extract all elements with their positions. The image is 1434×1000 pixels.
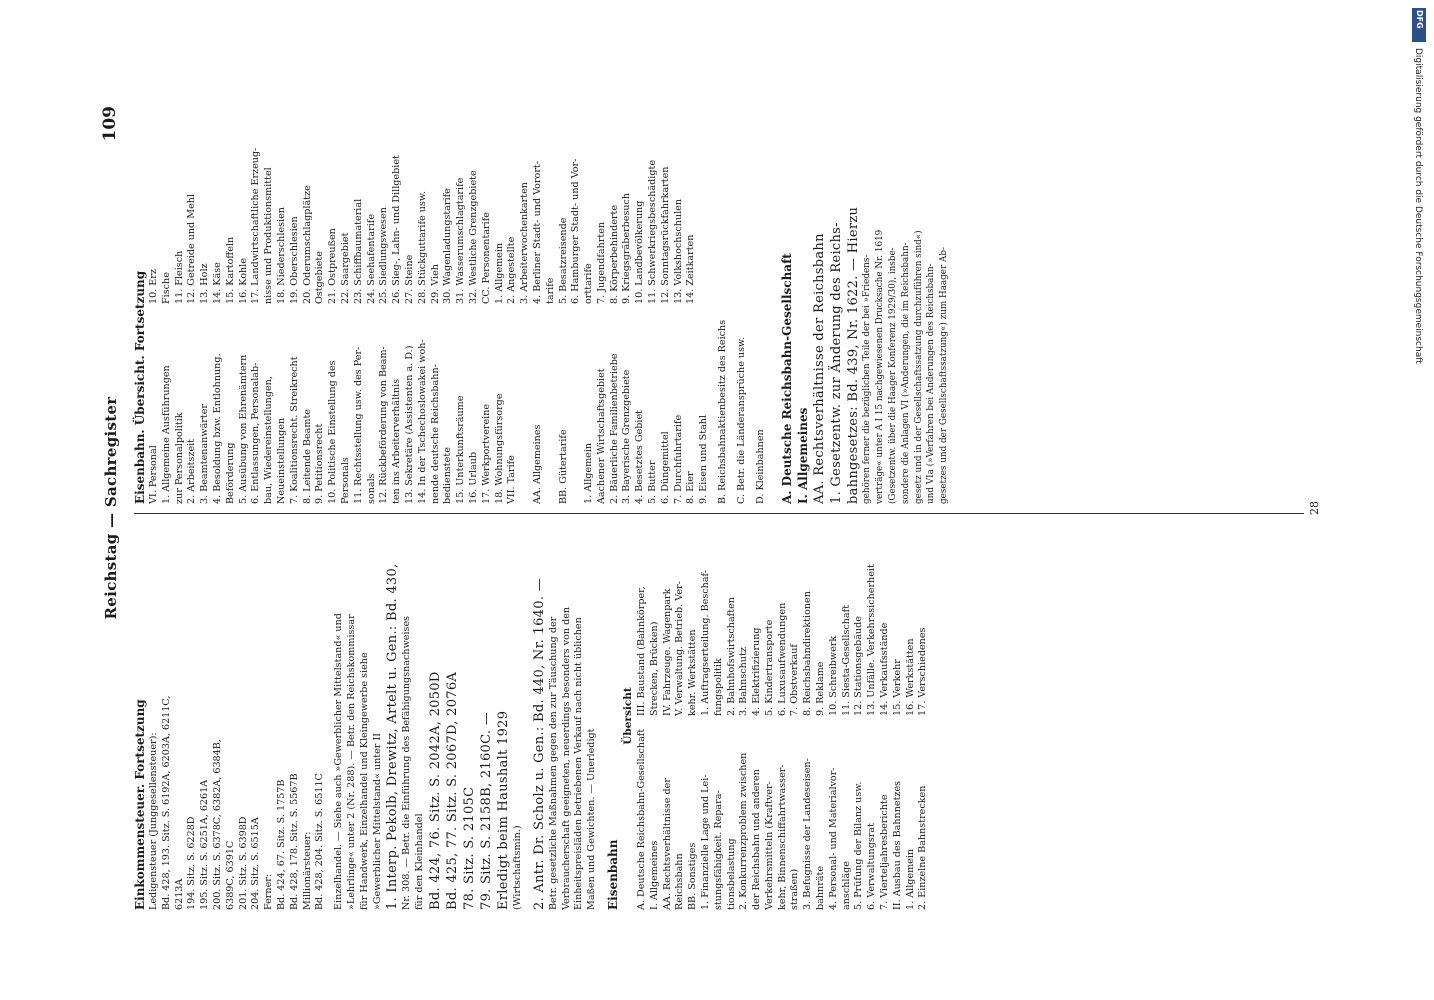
entry-right: 10. Schreibwerk — [827, 635, 839, 716]
entry-left: 4. Besetztes Gebiet — [634, 409, 646, 504]
entry-left: 10. Politische Einstellung des — [327, 360, 339, 504]
entry-right: 5. Besatzreisende — [557, 217, 569, 304]
section-heading: Einkommensteuer. Fortsetzung — [133, 699, 147, 910]
entry-right: 14. Käse — [211, 262, 223, 304]
text-line: 1. Gesetzentw. zur Änderung des Reichs- — [829, 222, 845, 504]
entry-left: 6. Entlassungen, Personalab- — [250, 362, 262, 504]
entry-right: CC. Personentarife — [480, 212, 492, 304]
text-line: für Handwerk, Einzelhandel und Kleingewerbe siehe — [358, 652, 370, 910]
entry-left: tionsbelastung — [725, 838, 737, 910]
text-line: Bd. 424, 67. Sitz. S. 1757B — [275, 779, 287, 910]
credit-text: Digitalisierung gefördert durch die Deutsche Forschungsgemeinschaft — [1413, 48, 1423, 364]
entry-left: 7. Koalitionsrecht. Streikrecht — [288, 356, 300, 504]
entry-left: 2. Arbeitszeit — [186, 438, 198, 504]
two-column-entry — [391, 104, 404, 504]
entry-left: 5. Ausübung von Ehrenämtern — [237, 354, 249, 504]
two-column-entry — [327, 104, 340, 504]
text-line: und VIa (»Verfahren bei Änderungen des Reichsbahn- — [926, 263, 937, 504]
text-line: Ledigensteuer (Junggesellensteuer): — [148, 732, 159, 910]
entry-left: 1. Allgemeine Ausführungen — [160, 365, 172, 504]
entry-right: 26. Sieg-, Lahn- und Dillgebiet — [391, 155, 403, 304]
entry-left: 1. Allgemein — [583, 442, 595, 504]
text-line: »Gewerblicher Mittelstand« unter II — [371, 732, 383, 910]
entry-right: 10. Erz — [148, 269, 159, 304]
text-line: (Wirtschaftsmin.) — [511, 825, 523, 910]
two-column-entry — [519, 104, 532, 504]
entry-right: 24. Seehafentarife — [365, 214, 377, 304]
entry-right: 1. Allgemein — [493, 242, 505, 304]
two-column-entry — [789, 522, 802, 910]
text-line: gesetz und in der Gesellschaftssatzung durchzuführen sind«) — [913, 230, 924, 504]
right-column — [132, 104, 1307, 504]
text-line: verträge« unter A I 15 nachgewiesenen Drucksache Nr. 1619 — [875, 229, 886, 504]
two-column-entry — [276, 104, 289, 504]
entry-right: 6. Luxusaufwendungen — [776, 602, 788, 716]
column-divider — [134, 513, 1304, 514]
two-column-entry — [314, 104, 327, 504]
two-column-entry — [609, 104, 622, 504]
entry-left: 2. Konkurrenzproblem zwischen — [738, 752, 750, 910]
entry-left: 9. Petitionsrecht — [314, 423, 326, 504]
text-line: Ferner: — [263, 873, 275, 910]
text-line: 79. Sitz. S. 2158B, 2160C. — — [478, 711, 494, 910]
entry-right: kehr. Werkstätten — [687, 629, 699, 716]
entry-right: Fische — [160, 272, 172, 304]
two-column-entry — [404, 104, 417, 504]
entry-left: 6. Düngemittel — [659, 431, 671, 504]
entry-right: 15. Kartoffeln — [224, 236, 236, 304]
entry-right: 16. Werkstätten — [904, 638, 916, 716]
two-column-entry — [494, 104, 507, 504]
entry-right: 13. Unfälle. Verkehrssicherheit — [866, 564, 878, 716]
text-line: Bd. 425, 77. Sitz. S. 2067D, 2076A — [444, 671, 460, 910]
entry-right: 11. Schwerkriegsbeschädigte — [647, 159, 659, 304]
section-heading: A. Deutsche Reichsbahn-Gesellschaft — [780, 253, 795, 504]
entry-right: 7. Obstverkauf — [789, 644, 801, 716]
entry-right: 15. Verkehr — [891, 659, 903, 716]
entry-left: 3. Befugnisse der Landeseisen- — [802, 758, 814, 910]
entry-left: A. Deutsche Reichsbahn-Gesellschaft — [635, 728, 647, 910]
entry-right: III. Baustand (Bahnkörper, — [635, 586, 647, 716]
left-column — [132, 522, 1307, 910]
dfg-credit-strip — [1412, 8, 1426, 993]
text-line: gesetzes und der Gesellschaftssatzung«) zum Haager Ab- — [939, 247, 950, 504]
entry-left: Beförderung — [224, 442, 236, 504]
text-line: Bd. 428, 204. Sitz. S. 6511C — [314, 773, 326, 910]
two-column-entry — [148, 104, 161, 504]
entry-right: 11. Siesta-Gesellschaft — [840, 604, 852, 716]
rotated-register-page — [100, 98, 1330, 918]
entry-left: sonals — [365, 473, 377, 504]
two-column-entry — [225, 104, 238, 504]
two-column-entry — [700, 522, 713, 910]
text-line: C. Betr. die Länderansprüche usw. — [735, 336, 747, 504]
entry-left: 9. Eisen und Stahl — [698, 414, 710, 504]
entry-right: 17. Verschiedenes — [917, 627, 929, 716]
two-column-entry — [660, 104, 673, 504]
entry-left: Reichsbahn — [674, 853, 686, 910]
entry-left: 4. Besoldung bzw. Entlohnung. — [211, 353, 223, 504]
two-column-entry — [698, 104, 711, 504]
entry-right: V. Verwaltung. Betrieb. Ver- — [674, 581, 686, 716]
text-line: bahngesetzes: Bd. 439, Nr. 1622. — Hierzu — [846, 206, 862, 504]
entry-left: straßen) — [789, 868, 801, 910]
signature-marker: 28 — [1308, 501, 1321, 515]
two-column-entry — [649, 522, 662, 910]
text-line: 201. Sitz. S. 6398D — [237, 816, 249, 910]
entry-right: 6. Hamburger Stadt- und Vor- — [570, 158, 582, 304]
entry-right: tarife — [544, 277, 556, 304]
text-line: Bd. 424, 76. Sitz. S. 2042A, 2050D — [427, 671, 443, 910]
text-line: Erledigt beim Haushalt 1929 — [495, 710, 511, 910]
entry-left: bedienstete — [442, 447, 454, 504]
entry-left: 4. Personal- und Materialvor- — [827, 767, 839, 910]
two-column-entry — [726, 522, 739, 910]
entry-left: I. Allgemeines — [648, 840, 660, 910]
entry-left: Verkehrsmitteln (Kraftver- — [763, 781, 775, 910]
text-line: B. Reichsbahnaktienbesitz des Reichs — [717, 319, 729, 504]
entry-left: BB. Gütertarife — [557, 429, 569, 504]
entry-left: 3. Beamtenanwärter — [199, 404, 211, 504]
entry-left: AA. Rechtsverhältnisse der — [661, 778, 673, 910]
entry-right: 10. Landbevölkerung — [634, 200, 646, 304]
entry-right: 23. Schiffbaumaterial — [352, 198, 364, 304]
two-column-entry — [892, 522, 905, 910]
entry-right: 20. Oderumschlagplätze — [301, 185, 313, 304]
entry-right: 25. Siedlungswesen — [378, 207, 390, 304]
entry-right: 14. Zeitkarten — [685, 234, 697, 304]
two-column-entry — [636, 522, 649, 910]
text-line: für den Kleinhandel — [414, 813, 426, 910]
two-column-entry — [634, 104, 647, 504]
entry-right: 9. Reklame — [815, 661, 827, 716]
two-column-entry — [250, 104, 263, 504]
entry-right: 4. Elektrifizierung — [751, 627, 763, 716]
text-line: 200. Sitz. S. 6378C, 6382A, 6384B, — [211, 739, 223, 910]
entry-left: Aachener Wirtschaftsgebiet — [595, 368, 607, 504]
entry-left: 5. Prüfung der Bilanz usw. — [853, 781, 865, 910]
two-column-entry — [570, 104, 583, 504]
entry-left: VII. Tarife — [506, 455, 518, 504]
text-line: Millionärsteuer: — [301, 831, 313, 910]
two-column-entry — [815, 522, 828, 910]
text-line: (Gesetzentw. über die Haager Konferenz 1929/30), insbe- — [888, 247, 899, 504]
two-column-entry — [879, 522, 892, 910]
two-column-entry — [917, 522, 930, 910]
two-column-entry — [853, 522, 866, 910]
entry-right: 2. Bahnhofswirtschaften — [725, 597, 737, 716]
two-column-entry — [263, 104, 276, 504]
entry-left: anschläge — [840, 861, 852, 910]
entry-right: 14. Verkaufsstände — [879, 622, 891, 716]
entry-right: 31. Wasserumschlagtarife — [455, 177, 467, 304]
two-column-entry — [353, 104, 366, 504]
entry-right: 13. Holz — [199, 263, 211, 304]
entry-left: stungsfähigkeit. Repara- — [712, 790, 724, 910]
two-column-entry — [545, 104, 558, 504]
entry-left: 1. Finanzielle Lage und Lei- — [699, 774, 711, 910]
two-column-entry — [841, 522, 854, 910]
entry-right: Ostgebiete — [314, 251, 326, 304]
entry-left: 14. In der Tschechoslowakei woh- — [416, 339, 428, 504]
two-column-entry — [828, 522, 841, 910]
centered-heading: Übersicht — [621, 687, 634, 745]
section-heading: Eisenbahn — [605, 839, 620, 910]
entry-right: 4. Berliner Stadt- und Vorort- — [531, 161, 543, 304]
text-line: 1. Interp. Pekolb, Drewitz, Artelt u. Gen.: Bd. 430, — [385, 563, 401, 910]
text-line: 78. Sitz. S. 2105C — [461, 786, 477, 910]
two-column-entry — [289, 104, 302, 504]
two-column-entry — [662, 522, 675, 910]
entry-left: II. Ausbau des Bahnnetzes — [891, 780, 903, 910]
entry-right: 32. Westliche Grenzgebiete — [467, 170, 479, 304]
section-heading: Eisenbahn. Übersicht. Fortsetzung — [133, 270, 147, 504]
two-column-entry — [713, 522, 726, 910]
text-line: 194. Sitz. S. 6228D — [186, 816, 198, 910]
entry-left: der Reichsbahn und anderen — [751, 769, 763, 910]
entry-right: 1. Auftragserteilung. Beschaf- — [699, 570, 711, 716]
entry-right: IV. Fahrzeuge. Wagenpark — [661, 588, 673, 716]
entry-left: 15. Unterkunftsräume — [455, 395, 467, 504]
entry-left: 2. Einzelne Bahnstrecken — [917, 785, 929, 910]
entry-right: 17. Landwirtschaftliche Erzeug- — [250, 147, 262, 304]
two-column-entry — [199, 104, 212, 504]
entry-right: Strecken, Brücken) — [648, 621, 660, 716]
entry-left — [519, 304, 532, 504]
entry-left: 8. Leitende Beamte — [301, 409, 313, 504]
entry-right: 8. Reichsbahndirektionen — [802, 591, 814, 716]
entry-right: 3. Arbeiterwochenkarten — [519, 182, 531, 304]
text-line: Einzelhandel. — Siehe auch »Gewerblicher Mittelstand« und — [333, 613, 345, 910]
text-line: »Lehrlinge« unter 2 (Nr. 288). — Betr. den Reichskommissar — [345, 614, 357, 910]
entry-right: 11. Fleisch — [173, 250, 185, 304]
two-column-entry — [532, 104, 545, 504]
entry-right: 12. Getreide und Mehl — [186, 193, 198, 304]
two-column-entry — [174, 104, 187, 504]
two-column-entry — [866, 522, 879, 910]
two-column-entry — [674, 522, 687, 910]
two-column-entry — [378, 104, 391, 504]
entry-right: 21. Ostpreußen — [327, 228, 339, 304]
entry-left: bau, Wiedereinstellungen, — [263, 376, 275, 504]
two-column-entry — [442, 104, 455, 504]
text-line: Nr. 308. — Betr. die Einführung des Befähigungsnachweises — [401, 615, 413, 910]
two-column-entry — [186, 104, 199, 504]
page-number: 109 — [100, 106, 120, 142]
entry-right: 2. Angestellte — [506, 236, 518, 304]
text-line: Einheitspreisläden betriebenen Verkauf nach nicht üblichen — [573, 617, 585, 910]
entry-right: nisse und Produktionsmittel — [263, 167, 275, 304]
text-line: AA. Rechtsverhältnisse der Reichsbahn — [812, 233, 828, 504]
entry-right: 12. Sonntagsrückfahrkarten — [659, 166, 671, 304]
entry-left: 17. Werkportvereine — [480, 403, 492, 504]
two-column-entry — [468, 104, 481, 504]
two-column-entry — [647, 104, 660, 504]
two-column-entry — [673, 104, 686, 504]
entry-left: 1. Allgemein — [904, 848, 916, 910]
entry-right: 30. Wagenladungstarife — [442, 188, 454, 304]
two-column-entry — [687, 522, 700, 910]
text-line: Bd. 428, 193. Sitz. S. 6192A, 6203A, 6211C, — [160, 695, 172, 910]
two-column-entry — [506, 104, 519, 504]
entry-right: 19. Oberschlesien — [288, 216, 300, 304]
entry-right: 22. Saargebiet — [339, 232, 351, 304]
two-column-entry — [738, 522, 751, 910]
entry-left: ten ins Arbeiterverhältnis — [391, 378, 403, 504]
text-line: gehören ferner die bezüglichen Teile der bei »Friedens- — [862, 254, 873, 504]
entry-right: 29. Vieh — [429, 264, 441, 304]
text-line: 2. Antr. Dr. Scholz u. Gen.: Bd. 440, Nr. 1640. — — [531, 578, 547, 910]
text-line: D. Kleinbahnen — [754, 429, 766, 504]
section-heading: I. Allgemeines — [796, 407, 811, 504]
entry-left: 18. Wohnungsfürsorge — [493, 393, 505, 504]
entry-left: AA. Allgemeines — [531, 424, 543, 504]
two-column-entry — [621, 104, 634, 504]
entry-right: 5. Kindertransporte — [763, 619, 775, 716]
entry-left: BB. Sonstiges — [687, 842, 699, 910]
entry-left: kehr, Binnenschiffahrtwasser- — [776, 764, 788, 910]
entry-left: bahnräte — [815, 865, 827, 910]
entry-right: 3. Bahnschutz — [738, 647, 750, 716]
text-line: sondere die Anlagen VI (»Änderungen, die im Reichsbahn- — [900, 242, 911, 504]
text-line: 195. Sitz. S. 6251A, 6261A — [199, 779, 211, 910]
entry-left: 8. Eier — [685, 471, 697, 504]
header-title: Reichstag — Sachregister — [102, 396, 120, 620]
two-column-entry — [802, 522, 815, 910]
entry-left: Neueinstellungen — [275, 417, 287, 504]
two-column-entry — [302, 104, 315, 504]
entry-left: 7. Durchfuhrtarife — [672, 414, 684, 504]
two-column-entry — [481, 104, 494, 504]
entry-left: Personals — [339, 457, 351, 504]
two-column-entry — [455, 104, 468, 504]
two-column-entry — [685, 104, 698, 504]
entry-right: 7. Jugendfahrten — [595, 221, 607, 304]
entry-right: 9. Kriegsgräberbesuch — [621, 192, 633, 304]
two-column-entry — [905, 522, 918, 910]
entry-right: 27. Steine — [403, 254, 415, 304]
two-column-entry — [417, 104, 430, 504]
entry-left: zur Personalpolitik — [173, 412, 185, 504]
running-header — [100, 106, 122, 910]
text-line: Verbraucherschaft geeigneten, neuerdings besonders von den — [560, 606, 572, 910]
text-line: 204. Sitz. S. 6515A — [250, 817, 262, 910]
two-column-entry — [596, 104, 609, 504]
entry-right: 12. Stationsgebäude — [853, 616, 865, 716]
text-line: 6389C, 6391C — [224, 840, 236, 910]
entry-right: 13. Volkshochschulen — [672, 198, 684, 304]
entry-left — [570, 304, 583, 504]
two-column-entry — [583, 104, 596, 504]
entry-left: 5. Butter — [647, 460, 659, 504]
text-line: 6213A — [173, 878, 185, 910]
two-column-entry — [777, 522, 790, 910]
entry-left: 3. Bayerische Grenzgebiete — [621, 369, 633, 504]
entry-left: 2. Bäuerliche Familienbetriebe — [608, 353, 620, 504]
entry-left: 13. Sekretäre (Assistenten a. D.) — [403, 345, 415, 504]
entry-left: 7. Vierteljahresberichte — [879, 794, 891, 910]
dfg-logo: DFG — [1412, 8, 1426, 42]
two-column-entry — [430, 104, 443, 504]
entry-right: orttarife — [583, 263, 595, 304]
two-column-entry — [558, 104, 571, 504]
entry-left: 6. Verwaltungsrat — [866, 823, 878, 910]
entry-left: 11. Rechtsstellung usw. des Per- — [352, 346, 364, 504]
entry-left — [545, 304, 558, 504]
two-column-entry — [366, 104, 379, 504]
two-column-entry — [340, 104, 353, 504]
two-column-entry — [764, 522, 777, 910]
two-column-entry — [238, 104, 251, 504]
entry-right: 28. Stückguttarife usw. — [416, 190, 428, 304]
entry-right: 16. Kohle — [237, 258, 249, 304]
entry-left: VI. Personal — [148, 445, 159, 504]
text-line: Maßen und Gewichten. — Unerledigt — [586, 728, 598, 910]
entry-right — [698, 104, 711, 304]
two-column-entry — [212, 104, 225, 504]
entry-left: 12. Rückbeförderung von Beam- — [378, 346, 390, 504]
text-line: Bd. 428, 178. Sitz. S. 5567B — [288, 773, 300, 910]
text-line: Betr. gesetzliche Maßnahmen gegen den zur Täuschung der — [547, 616, 559, 910]
entry-right: 18. Niederschlesien — [275, 207, 287, 304]
two-column-entry — [161, 104, 174, 504]
entry-left: nende deutsche Reichsbahn- — [429, 364, 441, 504]
entry-right: fungspolitik — [712, 658, 724, 716]
entry-left: 16. Urlaub — [467, 451, 479, 504]
entry-right: 8. Körperbehinderte — [608, 204, 620, 304]
two-column-entry — [751, 522, 764, 910]
